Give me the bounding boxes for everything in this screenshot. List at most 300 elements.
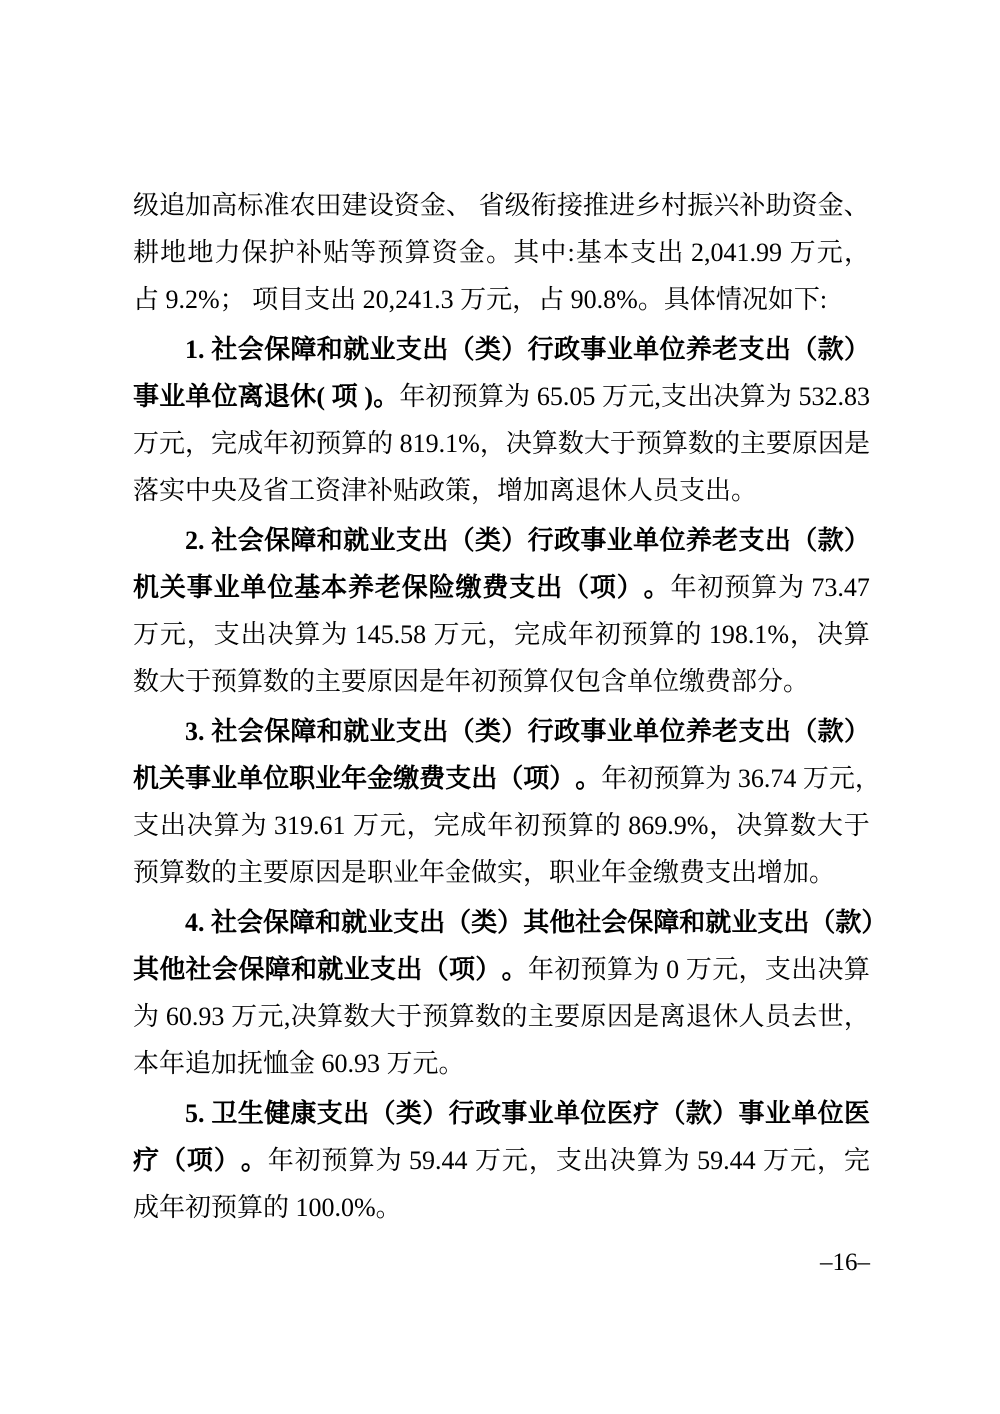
text-token: 为 (240, 811, 267, 840)
text-token: 算 (679, 764, 706, 793)
text-token: 高 (211, 191, 238, 220)
text-token: （ (445, 908, 472, 937)
text-token: 数 (789, 811, 816, 840)
text-token: 为 (321, 620, 348, 649)
text-token: ， (854, 764, 881, 793)
text-token: ） (712, 1099, 739, 1128)
text-token: ） (422, 1099, 449, 1128)
text-token: 完 (433, 811, 460, 840)
text-token: 款 (685, 1099, 712, 1128)
text-token: 为 (663, 1146, 690, 1175)
text-token: 会 (601, 908, 628, 937)
text-token: 险 (428, 573, 455, 602)
text-token: 会 (237, 717, 264, 746)
text-token: （ (448, 335, 475, 364)
text-token: 预 (580, 955, 607, 984)
text-token: 支 (395, 526, 422, 555)
text-token: 事 (133, 382, 160, 411)
text-token: 他 (549, 908, 576, 937)
text-segment: 落实中央及省工资津补贴政策，增加离退休人员支出。 (133, 476, 758, 505)
text-token: 出 (396, 955, 423, 984)
text-token: 衔 (530, 191, 557, 220)
text-token: 支 (369, 955, 396, 984)
paragraph-intro-continuation (133, 182, 870, 323)
text-token: 元 (501, 1146, 528, 1175)
text-token: 预 (621, 620, 648, 649)
text-token: 出 (343, 1099, 370, 1128)
text-token: 决 (713, 382, 740, 411)
text-line (133, 946, 870, 993)
text-token: 养 (348, 573, 375, 602)
text-token: 算 (763, 811, 790, 840)
text-token: 退 (685, 1002, 712, 1031)
text-line (133, 611, 870, 658)
text-token: 于 (609, 429, 636, 458)
text-token: 保 (264, 717, 291, 746)
text-token: 就 (343, 335, 370, 364)
text-token: 大 (583, 429, 610, 458)
text-token: 出 (657, 238, 684, 267)
text-token: 决 (505, 429, 532, 458)
text-token: 是 (633, 1002, 660, 1031)
text-line (133, 1090, 870, 1137)
text-line (133, 229, 870, 276)
text-token: 助 (765, 191, 792, 220)
text-token: 算 (636, 1146, 663, 1175)
text-token: 基 (575, 238, 602, 267)
text-token: 支 (393, 908, 420, 937)
text-token: 198.1% (702, 620, 790, 649)
text-token: 主 (739, 429, 766, 458)
text-token: 耕 (133, 238, 160, 267)
text-token: 3. (185, 717, 211, 746)
text-token: 元 (816, 238, 843, 267)
text-line (133, 658, 870, 705)
text-token: 预 (451, 382, 478, 411)
text-token: 决 (290, 1002, 317, 1031)
text-token: 成 (237, 429, 264, 458)
text-token: 费 (419, 764, 446, 793)
text-token: ( (316, 382, 332, 411)
text-line (133, 1137, 870, 1184)
text-token: 建 (341, 191, 368, 220)
text-token: 的 (713, 429, 740, 458)
text-token: ） (501, 335, 528, 364)
text-token: 出 (422, 335, 449, 364)
text-token: 为 (375, 1146, 402, 1175)
page-number: –16– (820, 1249, 870, 1276)
text-token: 元 (159, 429, 186, 458)
text-token: 资 (791, 191, 818, 220)
text-token: 年 (263, 429, 290, 458)
text-token: 和 (316, 335, 343, 364)
text-token: 出 (764, 335, 791, 364)
text-token: 单 (633, 717, 660, 746)
text-token: ） (549, 764, 576, 793)
text-token: 业 (731, 908, 758, 937)
text-token: 保 (264, 335, 291, 364)
text-token: 万 (474, 1146, 501, 1175)
text-token: 算 (448, 1002, 475, 1031)
text-token: 事 (186, 573, 213, 602)
text-token: 73.47 (804, 573, 870, 602)
text-token: 社 (211, 335, 238, 364)
text-token: ， (843, 1002, 870, 1031)
text-token: 决 (816, 620, 843, 649)
text-token: 卫 (211, 1099, 238, 1128)
text-token: 初 (514, 811, 541, 840)
text-token: 65.05 (530, 382, 602, 411)
text-token: （ (369, 1099, 396, 1128)
text-token: 决 (817, 955, 844, 984)
text-line (133, 993, 870, 1040)
text-token: （ (563, 573, 590, 602)
text-token: 出 (791, 955, 818, 984)
text-token: 初 (697, 573, 724, 602)
text-token: : (567, 238, 575, 267)
text-token: 支 (764, 955, 791, 984)
text-token: 位 (659, 335, 686, 364)
text-token: 保 (263, 908, 290, 937)
text-token: 算 (213, 811, 240, 840)
text-token: ) (357, 382, 374, 411)
text-token: 地 (187, 238, 214, 267)
text-token: 老 (712, 526, 739, 555)
text-token: 保 (401, 573, 428, 602)
text-token: 和 (316, 717, 343, 746)
text-token: 59.44 (402, 1146, 475, 1175)
text-token: 接 (556, 191, 583, 220)
text-token: 障 (290, 335, 317, 364)
text-token: 年 (601, 764, 628, 793)
text-token: 年 (527, 955, 554, 984)
paragraph-item-3 (133, 708, 881, 896)
text-token: 支 (213, 620, 240, 649)
text-token: 为 (633, 955, 660, 984)
text-token: 保 (238, 955, 265, 984)
text-line (133, 420, 870, 467)
text-token: 2,041.99 (684, 238, 789, 267)
text-token: 初 (554, 955, 581, 984)
text-token: 医 (606, 1099, 633, 1128)
text-token: （ (497, 764, 524, 793)
text-token: ） (501, 526, 528, 555)
text-token: ， (738, 955, 765, 984)
text-token: 位 (267, 573, 294, 602)
text-token: 老 (374, 573, 401, 602)
text-token: 于 (396, 1002, 423, 1031)
text-token: 完 (211, 429, 238, 458)
text-token: 生 (237, 1099, 264, 1128)
text-token: 万 (763, 1146, 790, 1175)
text-token: 万 (685, 955, 712, 984)
text-token: 算 (567, 811, 594, 840)
text-token: 元 (257, 1002, 284, 1031)
text-token: 业 (213, 573, 240, 602)
text-token: （ (422, 955, 449, 984)
text-token: 休 (712, 1002, 739, 1031)
text-token: 业 (369, 526, 396, 555)
text-token: 费 (482, 573, 509, 602)
paragraph-item-1 (133, 326, 870, 514)
text-token: 村 (661, 191, 688, 220)
text-token: 的 (501, 1002, 528, 1031)
text-token: 位 (659, 717, 686, 746)
text-token: 元 (828, 764, 855, 793)
text-token: 4. (185, 908, 211, 937)
text-token: 数 (557, 429, 584, 458)
text-token: 年 (341, 764, 368, 793)
text-token: 类 (474, 526, 501, 555)
text-token: 60.93 (159, 1002, 231, 1031)
text-token: 单 (237, 764, 264, 793)
text-token: 基 (294, 573, 321, 602)
text-token: 准 (263, 191, 290, 220)
text-token: 大 (369, 1002, 396, 1031)
text-token: 支 (738, 335, 765, 364)
text-token: 初 (294, 1146, 321, 1175)
text-token: 养 (685, 717, 712, 746)
text-line (133, 708, 870, 755)
text-token: 省 (478, 191, 505, 220)
text-token: 支 (395, 717, 422, 746)
text-token: 社 (211, 908, 238, 937)
text-token: 出 (783, 908, 810, 937)
text-token: （ (809, 908, 836, 937)
text-token: 数 (687, 429, 714, 458)
text-token: 预 (635, 429, 662, 458)
text-token: 疗 (133, 1146, 160, 1175)
text-token: 单 (633, 335, 660, 364)
text-token: 业 (369, 717, 396, 746)
text-token: 的 (594, 811, 621, 840)
text-token: 为 (133, 1002, 160, 1031)
text-token: 其 (513, 238, 540, 267)
text-token: 出 (536, 573, 563, 602)
text-token: 。 (486, 238, 513, 267)
text-token: ， (789, 620, 816, 649)
text-token: 元 (159, 620, 186, 649)
text-token: 项 (589, 573, 616, 602)
text-line (133, 564, 870, 611)
text-token: 员 (764, 1002, 791, 1031)
text-token: , (283, 1002, 291, 1031)
text-token: 出 (687, 382, 714, 411)
text-token: 等 (350, 238, 377, 267)
text-token: 算 (317, 1002, 344, 1031)
text-token: 145.58 (348, 620, 433, 649)
text-token: 事 (580, 717, 607, 746)
text-token: 原 (580, 1002, 607, 1031)
text-token: 就 (705, 908, 732, 937)
text-token: 支 (133, 811, 160, 840)
text-token: 单 (633, 526, 660, 555)
text-token: 补 (295, 238, 322, 267)
text-line (133, 182, 870, 229)
text-token: 初 (425, 382, 452, 411)
text-token: ） (861, 908, 888, 937)
text-token: 0 (659, 955, 686, 984)
text-token: 单 (240, 573, 267, 602)
text-token: 初 (289, 429, 316, 458)
text-token: 机 (133, 764, 160, 793)
text-token: 万 (789, 238, 816, 267)
text-token: 出 (240, 620, 267, 649)
text-token: 世 (817, 1002, 844, 1031)
text-token: 追 (159, 191, 186, 220)
text-token: 初 (627, 764, 654, 793)
text-token: 业 (343, 955, 370, 984)
text-token: 项 (186, 1146, 213, 1175)
text-token: 万 (231, 1002, 258, 1031)
text-token: 类 (471, 908, 498, 937)
text-token: 出 (764, 717, 791, 746)
text-token: ） (213, 1146, 240, 1175)
text-token: 年 (487, 811, 514, 840)
text-token: 完 (843, 1146, 870, 1175)
text-token: 出 (422, 526, 449, 555)
text-token: 、 (843, 191, 870, 220)
text-token: （ (448, 717, 475, 746)
text-token: （ (791, 717, 818, 746)
text-token: 人 (738, 1002, 765, 1031)
text-token: 事 (185, 764, 212, 793)
text-token: 设 (367, 191, 394, 220)
text-token: 资 (431, 238, 458, 267)
text-token: 疗 (633, 1099, 660, 1128)
text-token: 、 (445, 191, 472, 220)
text-token: 去 (791, 1002, 818, 1031)
text-token: 业 (764, 1099, 791, 1128)
text-token: 类 (395, 1099, 422, 1128)
text-token: ， (528, 1146, 555, 1175)
text-token: （ (448, 526, 475, 555)
text-token: ） (843, 717, 870, 746)
text-token: 支 (316, 1099, 343, 1128)
text-token: 金 (458, 238, 485, 267)
text-token: 成 (460, 811, 487, 840)
text-token: 出 (471, 764, 498, 793)
text-token: 中 (540, 238, 567, 267)
text-token: ） (616, 573, 643, 602)
text-token: 款 (835, 908, 862, 937)
text-token: 319.61 (267, 811, 352, 840)
text-token: 。 (240, 1146, 267, 1175)
text-line (133, 899, 888, 946)
text-token: 业 (606, 717, 633, 746)
text-token: 出 (419, 908, 446, 937)
text-token: 5. (185, 1099, 211, 1128)
text-token: 业 (369, 335, 396, 364)
text-token: 。 (373, 382, 400, 411)
paragraph-item-4 (133, 899, 888, 1087)
text-token: 政 (554, 717, 581, 746)
text-token: 障 (290, 526, 317, 555)
text-token: 大 (816, 811, 843, 840)
text-token: 预 (377, 238, 404, 267)
text-line (133, 802, 870, 849)
text-token: 兴 (713, 191, 740, 220)
text-line (133, 373, 870, 420)
text-token: 单 (791, 1099, 818, 1128)
text-token: 本 (321, 573, 348, 602)
text-token: 事 (580, 335, 607, 364)
text-token: 支 (395, 335, 422, 364)
text-token: 资 (393, 191, 420, 220)
text-token: 初 (594, 620, 621, 649)
text-token: 地 (160, 238, 187, 267)
text-token: 补 (739, 191, 766, 220)
text-token: 算 (348, 1146, 375, 1175)
text-token: 单 (554, 1099, 581, 1128)
text-token: 出 (159, 811, 186, 840)
text-token: 社 (185, 955, 212, 984)
text-token: 支 (555, 1146, 582, 1175)
text-token: 级 (133, 191, 160, 220)
text-token: 532.83 (791, 382, 870, 411)
text-token: 36.74 (731, 764, 803, 793)
text-token: 社 (211, 717, 238, 746)
text-token: 养 (685, 335, 712, 364)
text-token: 成 (541, 620, 568, 649)
text-token: 算 (404, 238, 431, 267)
text-line (133, 849, 870, 896)
text-token: 。 (575, 764, 602, 793)
text-token: 障 (653, 908, 680, 937)
text-token: ） (501, 717, 528, 746)
text-token: 位 (817, 1099, 844, 1128)
text-token: 推 (582, 191, 609, 220)
text-token: 为 (765, 382, 792, 411)
text-token: 为 (778, 573, 805, 602)
text-token: 是 (844, 429, 871, 458)
text-token: 金 (817, 191, 844, 220)
text-token: 年 (267, 1146, 294, 1175)
text-token: ） (475, 955, 502, 984)
text-token: 元 (379, 811, 406, 840)
text-token: 政 (474, 1099, 501, 1128)
text-token: 预 (321, 1146, 348, 1175)
text-token: （ (791, 526, 818, 555)
text-token: 支 (630, 238, 657, 267)
text-token: 关 (159, 764, 186, 793)
text-token: ， (487, 620, 514, 649)
text-token: ， (406, 811, 433, 840)
text-token: 算 (606, 955, 633, 984)
text-token: 业 (606, 526, 633, 555)
text-token: 算 (531, 429, 558, 458)
text-token: 1. (185, 335, 211, 364)
text-token: 就 (317, 955, 344, 984)
text-token: 其 (523, 908, 550, 937)
text-token: 康 (290, 1099, 317, 1128)
text-token: ） (497, 908, 524, 937)
text-token: 行 (527, 335, 554, 364)
text-token: 支 (738, 717, 765, 746)
text-line (133, 276, 870, 323)
text-token: 出 (422, 717, 449, 746)
text-token: 本 (603, 238, 630, 267)
text-token: 事 (580, 526, 607, 555)
text-token: 于 (843, 811, 870, 840)
text-token: 万 (802, 764, 829, 793)
text-token: 59.44 (690, 1146, 763, 1175)
text-token: 预 (422, 1002, 449, 1031)
text-token: 万 (133, 429, 160, 458)
text-token: 数 (343, 1002, 370, 1031)
text-token: 819.1% (393, 429, 480, 458)
text-token: 为 (504, 382, 531, 411)
